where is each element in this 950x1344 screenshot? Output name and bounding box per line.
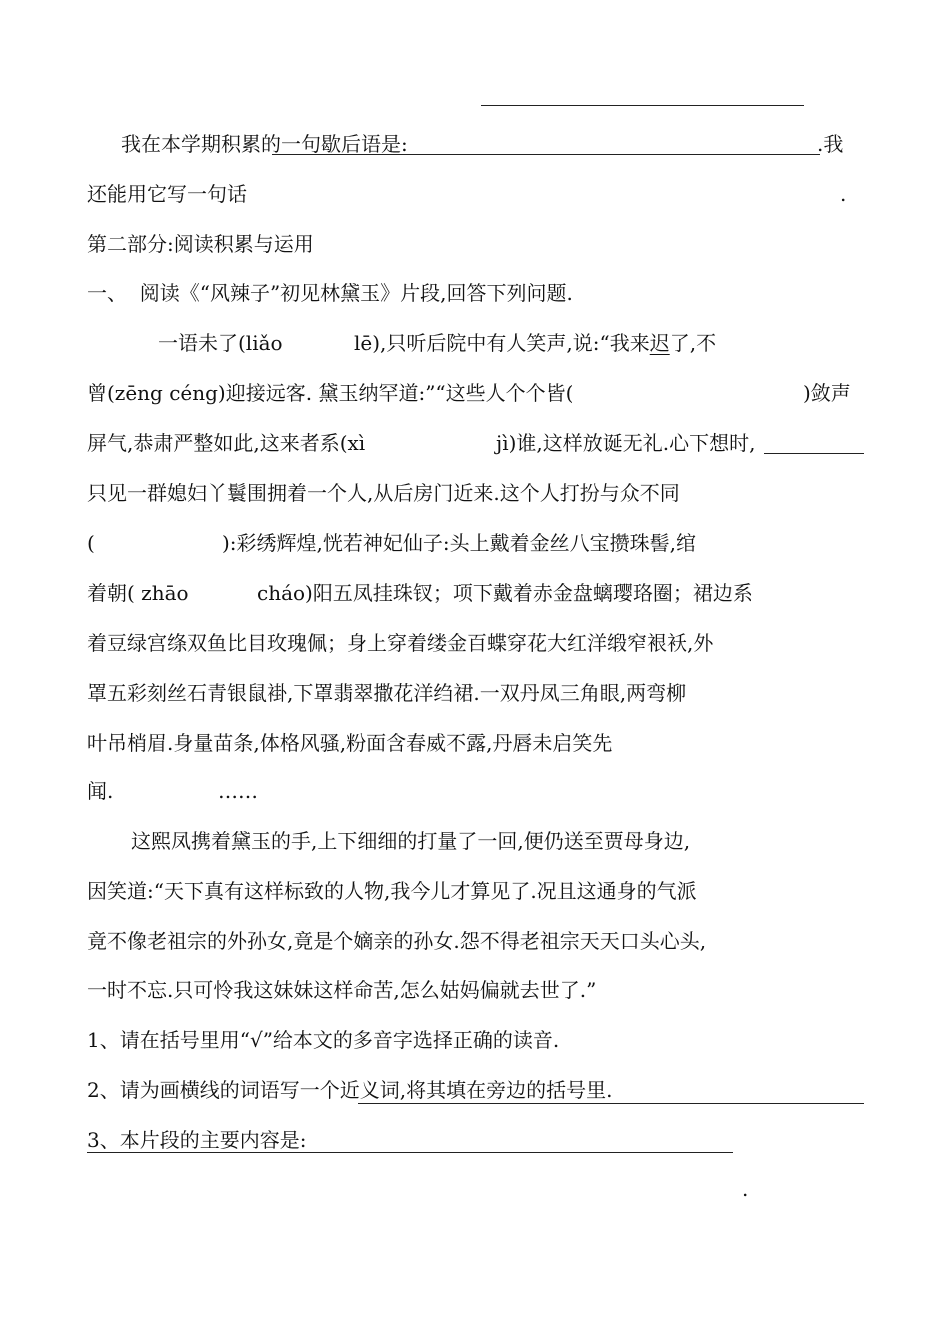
passage-line xyxy=(354,330,716,356)
accumulation-period: . xyxy=(840,182,847,206)
passage-line: 着朝( zhāo xyxy=(87,581,189,605)
passage-line: )敛声 xyxy=(803,381,851,405)
ellipsis: …… xyxy=(218,779,258,803)
passage-text: 一语未了(liǎo xyxy=(158,331,283,355)
passage-line: ):彩绣辉煌,恍若神妃仙子:头上戴着金丝八宝攒珠髻,绾 xyxy=(222,531,696,555)
answer-line-q3 xyxy=(87,1152,733,1153)
passage-line: 因笑道:“天下真有这样标致的人物,我今儿才算见了.况且这通身的气派 xyxy=(87,879,697,903)
passage-line: ( xyxy=(87,531,95,555)
passage-line: 这熙凤携着黛玉的手,上下细细的打量了一回,便仍送至贾母身边, xyxy=(131,829,691,853)
section-heading: 第二部分:阅读积累与运用 xyxy=(87,232,314,256)
passage-line: 着豆绿宫绦双鱼比目玫瑰佩；身上穿着缕金百蝶穿花大红洋缎窄裉袄,外 xyxy=(87,631,714,655)
passage-line: 叶吊梢眉.身量苗条,体格风骚,粉面含春威不露,丹唇未启笑先 xyxy=(87,731,613,755)
answer-line-xiehouyu xyxy=(272,154,820,155)
answer-line-top xyxy=(481,105,804,106)
passage-line: 只见一群媳妇丫鬟围拥着一个人,从后房门近来.这个人打扮与众不同 xyxy=(87,481,680,505)
sub-question-2: 2、请为画横线的词语写一个近义词,将其填在旁边的括号里. xyxy=(87,1078,613,1102)
passage-line: 曾(zēng céng)迎接远客. 黛玉纳罕道:”“这些人个个皆( xyxy=(87,381,574,405)
accumulation-suffix: .我 xyxy=(817,132,844,156)
passage-line: 屏气,恭肃严整如此,这来者系(xì xyxy=(87,431,366,455)
passage-line xyxy=(158,330,283,356)
answer-line-q2 xyxy=(358,1103,864,1104)
sub-question-1: 1、请在括号里用“√”给本文的多音字选择正确的读音. xyxy=(87,1028,560,1052)
question-title: 一、 阅读《“风辣子”初见林黛玉》片段,回答下列问题. xyxy=(87,281,573,305)
passage-line: 竟不像老祖宗的外孙女,竟是个嫡亲的孙女.怨不得老祖宗天天口头心头, xyxy=(87,929,707,953)
passage-text: lē),只听后院中有人笑声,说:“我来 xyxy=(354,331,650,355)
final-period: . xyxy=(742,1177,749,1201)
passage-line: jì)谁,这样放诞无礼.心下想时, xyxy=(496,431,756,455)
passage-line: cháo)阳五凤挂珠钗；项下戴着赤金盘螭璎珞圈；裙边系 xyxy=(257,581,753,605)
passage-line: 罩五彩刻丝石青银鼠褂,下罩翡翠撒花洋绉裙.一双丹凤三角眼,两弯柳 xyxy=(87,681,687,705)
underlined-word: 迟 xyxy=(649,331,670,355)
passage-line: 一时不忘.只可怜我这妹妹这样命苦,怎么姑妈偏就去世了.” xyxy=(87,978,597,1002)
passage-text: 了,不 xyxy=(669,331,717,355)
accumulation-line-2: 还能用它写一句话 xyxy=(87,182,247,206)
answer-line-xin-xia xyxy=(764,453,864,454)
accumulation-prefix: 我在本学期积累的一句歇后语是: xyxy=(121,132,408,156)
passage-line: 闻. xyxy=(87,779,114,803)
sub-question-3: 3、本片段的主要内容是: xyxy=(87,1128,307,1152)
